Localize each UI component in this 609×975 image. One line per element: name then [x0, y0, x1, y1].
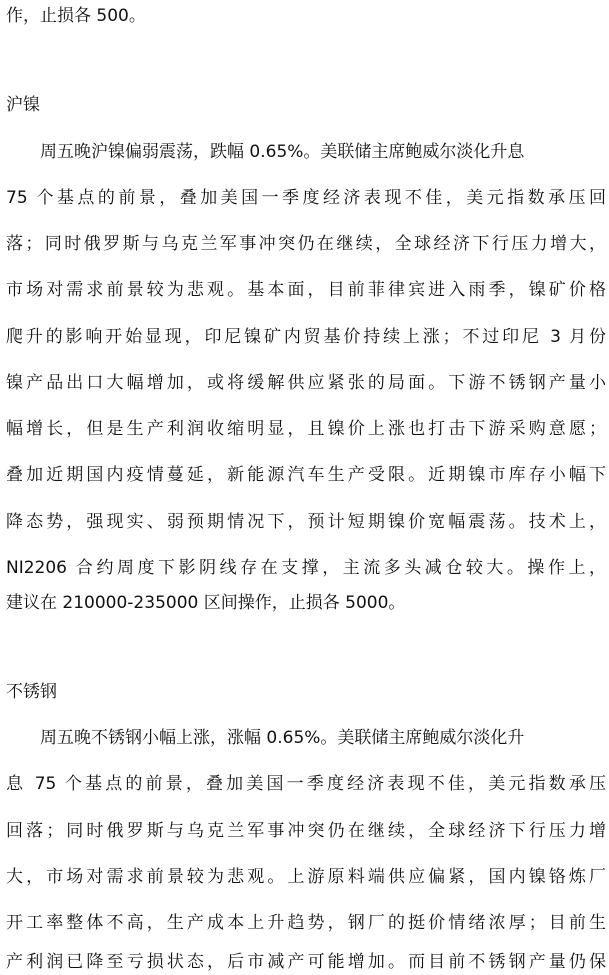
nickel-paragraph-line: 爬升的影响开始显现，印尼镍矿内贸基价持续上涨；不过印尼 3 月份	[6, 327, 606, 347]
stainless-paragraph-line: 大，市场对需求前景较为悲观。上游原料端供应偏紧，国内镍铬炼厂	[6, 867, 606, 887]
paragraph-tail-line: 作，止损各 500。	[6, 6, 146, 26]
nickel-paragraph-line: 叠加近期国内疫情蔓延，新能源汽车生产受限。近期镍市库存小幅下	[6, 465, 606, 485]
section-heading-nickel: 沪镍	[6, 95, 40, 115]
nickel-paragraph-line: 落；同时俄罗斯与乌克兰军事冲突仍在继续，全球经济下行压力增大，	[6, 234, 606, 254]
stainless-paragraph-line: 开工率整体不高，生产成本上升趋势，钢厂的挺价情绪浓厚；目前生	[6, 913, 606, 933]
nickel-paragraph-line: 市场对需求前景较为悲观。基本面，目前菲律宾进入雨季，镍矿价格	[6, 280, 606, 300]
nickel-paragraph-line: 75 个基点的前景，叠加美国一季度经济表现不佳，美元指数承压回	[6, 188, 606, 208]
stainless-paragraph-line: 产利润已降至亏损状态，后市减产可能增加。而目前不锈钢产量仍保	[6, 952, 606, 972]
nickel-paragraph-line: NI2206 合约周度下影阴线存在支撑，主流多头减仓较大。操作上，	[6, 558, 606, 578]
nickel-paragraph-line: 周五晚沪镍偏弱震荡，跌幅 0.65%。美联储主席鲍威尔淡化升息	[40, 142, 525, 162]
nickel-paragraph-line: 建议在 210000-235000 区间操作，止损各 5000。	[6, 593, 406, 613]
section-heading-stainless-steel: 不锈钢	[6, 682, 57, 702]
stainless-paragraph-line: 息 75 个基点的前景，叠加美国一季度经济表现不佳，美元指数承压	[6, 774, 606, 794]
stainless-paragraph-line: 回落；同时俄罗斯与乌克兰军事冲突仍在继续，全球经济下行压力增	[6, 821, 606, 841]
nickel-paragraph-line: 镍产品出口大幅增加，或将缓解供应紧张的局面。下游不锈钢产量小	[6, 373, 606, 393]
nickel-paragraph-line: 降态势，强现实、弱预期情况下，预计短期镍价宽幅震荡。技术上，	[6, 512, 606, 532]
stainless-paragraph-line: 周五晚不锈钢小幅上涨，涨幅 0.65%。美联储主席鲍威尔淡化升	[40, 728, 525, 748]
nickel-paragraph-line: 幅增长，但是生产利润收缩明显，且镍价上涨也打击下游采购意愿；	[6, 419, 606, 439]
